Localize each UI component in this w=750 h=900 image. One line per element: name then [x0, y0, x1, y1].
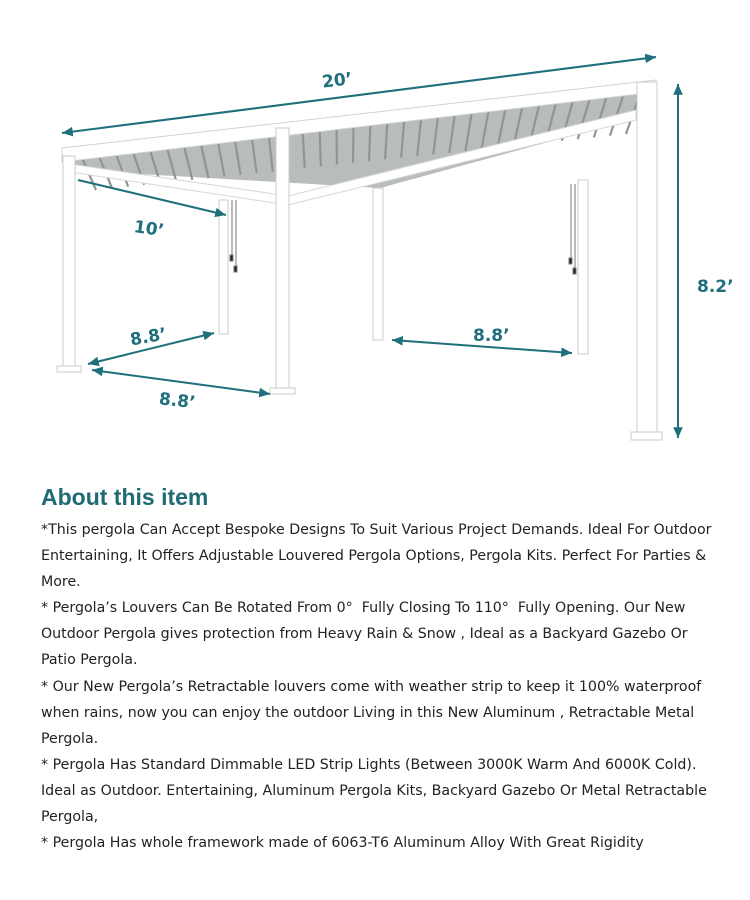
dimension-label-width: 20’ [321, 69, 354, 93]
dimension-label-height: 8.2’ [697, 277, 734, 297]
louver-slat [369, 122, 370, 161]
louver-slat [353, 124, 354, 163]
about-paragraph-5: * Pergola Has whole framework made of 6063-T6 Aluminum Alloy With Great Rigidity [41, 835, 644, 852]
about-heading: About this item [41, 484, 209, 510]
about-paragraph-2: * Pergola’s Louvers Can Be Rotated From 0° Fully Closing To 110° Fully Opening. Our New Outdoor Pergola gives protection from Heavy Rain & Snow , Ideal as a Backyard Gazebo Or Patio Pergola. [41, 600, 688, 669]
pergola-roof [62, 80, 656, 205]
about-paragraph-4: * Pergola Has Standard Dimmable LED Strip Lights (Between 3000K Warm And 6000K Cold). Ideal as Outdoor. Entertaining, Aluminum Pergola Kits, Backyard Gazebo Or Metal Retractable Pergola, [41, 756, 707, 826]
dimension-label-depth: 10’ [132, 217, 166, 242]
dimension-label-post-span-left: 8.8’ [128, 324, 169, 351]
about-paragraph-1: *This pergola Can Accept Bespoke Designs To Suit Various Project Demands. Ideal For Outdoor Entertaining, It Offers Adjustable Louvered Pergola Options, Pergola Kits. Perfect For Parties & More. [41, 522, 712, 591]
about-paragraph-3: * Our New Pergola’s Retractable louvers come with weather strip to keep it 100% waterproof when rains, now you can enjoy the outdoor Living in this New Aluminum , Retractable Metal Pergola. [41, 678, 702, 747]
louver-slat [320, 128, 321, 166]
dimension-label-post-span-front: 8.8’ [157, 389, 197, 414]
about-section [41, 484, 721, 856]
dimension-label-post-span-right: 8.8’ [473, 326, 510, 346]
